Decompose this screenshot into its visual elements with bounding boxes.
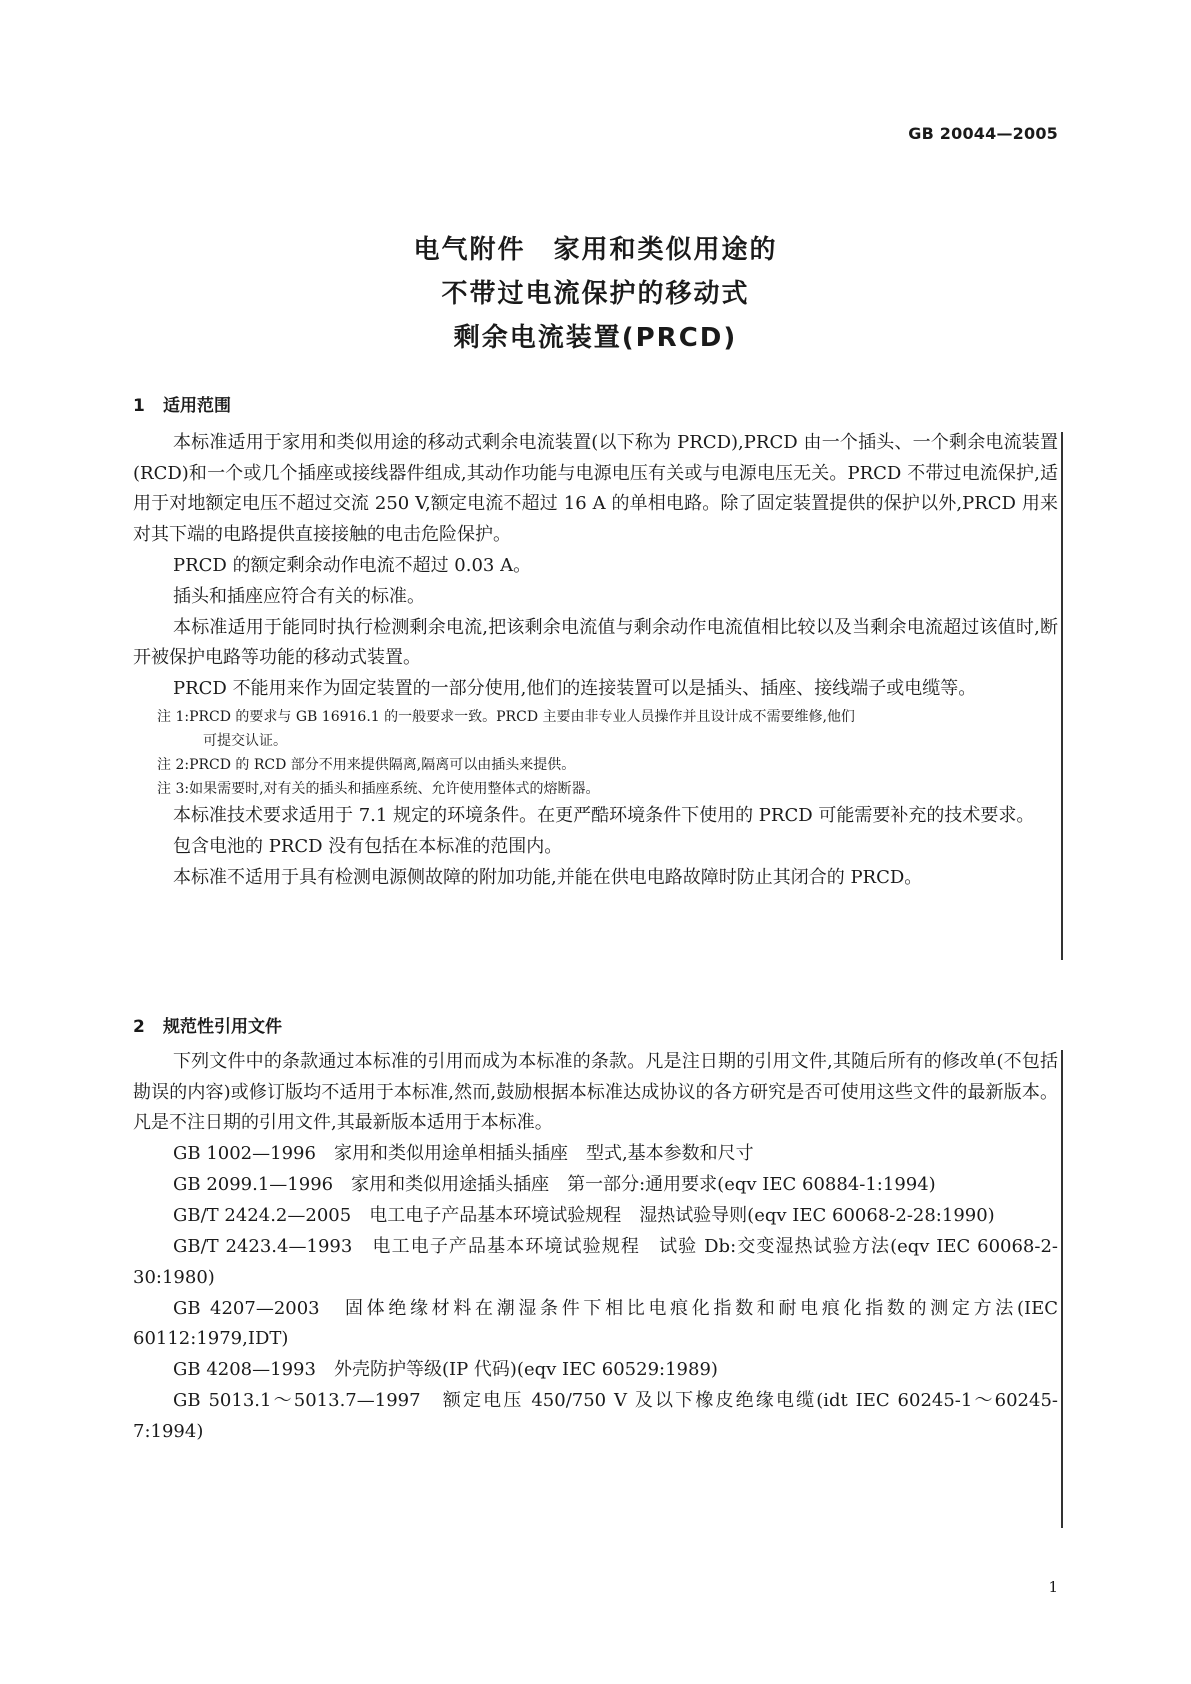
standard-code: GB 20044—2005 (908, 124, 1058, 143)
section-1-body (133, 428, 1058, 894)
paragraph: 本标准不适用于具有检测电源侧故障的附加功能,并能在供电电路故障时防止其闭合的 PRCD。 (173, 867, 923, 888)
section-2-heading (133, 1012, 282, 1037)
note-text: PRCD 的要求与 GB 16916.1 的一般要求一致。PRCD 主要由非专业人员操作并且设计成不需要维修,他们 (189, 709, 855, 725)
paragraph: 下列文件中的条款通过本标准的引用而成为本标准的条款。凡是注日期的引用文件,其随后所有的修改单(不包括勘误的内容)或修订版均不适用于本标准,然而,鼓励根据本标准达成协议的各方研究是否可使用这些文件的最新版本。凡是不注日期的引用文件,其最新版本适用于本标准。 (133, 1051, 1058, 1133)
revision-bar (1061, 1050, 1063, 1528)
note-label: 注 3: (157, 781, 190, 797)
reference-item: GB 4208—1993 外壳防护等级(IP 代码)(eqv IEC 60529:1989) (173, 1359, 718, 1380)
title-line-1: 电气附件 家用和类似用途的 (413, 235, 778, 265)
paragraph: 本标准适用于家用和类似用途的移动式剩余电流装置(以下称为 PRCD),PRCD 由一个插头、一个剩余电流装置(RCD)和一个或几个插座或接线器件组成,其动作功能与电源电压有关或与电源电压无关。PRCD 不带过电流保护,适用于对地额定电压不超过交流 250 V,额定电流不超过 16 A 的单相电路。除了固定装置提供的保护以外,PRCD 用来对其下端的电路提供直接接触的电击危险保护。 (133, 432, 1058, 545)
paragraph: 包含电池的 PRCD 没有包括在本标准的范围内。 (173, 836, 563, 857)
reference-item: GB 1002—1996 家用和类似用途单相插头插座 型式,基本参数和尺寸 (173, 1143, 754, 1164)
section-title: 规范性引用文件 (163, 1017, 282, 1037)
page-number: 1 (1048, 1578, 1058, 1596)
note-label: 注 2: (157, 757, 190, 773)
section-number: 1 (133, 396, 145, 416)
document-title (0, 228, 1191, 360)
paragraph: 插头和插座应符合有关的标准。 (173, 585, 425, 607)
note-text-continued: 可提交认证。 (203, 733, 287, 749)
paragraph: PRCD 的额定剩余动作电流不超过 0.03 A。 (173, 554, 532, 576)
title-line-2: 不带过电流保护的移动式 (441, 279, 750, 309)
paragraph: 本标准适用于能同时执行检测剩余电流,把该剩余电流值与剩余动作电流值相比较以及当剩余电流超过该值时,断开被保护电路等功能的移动式装置。 (133, 616, 1058, 668)
reference-item: GB 5013.1～5013.7—1997 额定电压 450/750 V 及以下橡皮绝缘电缆(idt IEC 60245-1～60245-7:1994) (133, 1390, 1058, 1442)
note-3 (133, 777, 1058, 801)
paragraph: PRCD 不能用来作为固定装置的一部分使用,他们的连接装置可以是插头、插座、接线端子或电缆等。 (173, 678, 977, 699)
reference-item: GB 2099.1—1996 家用和类似用途插头插座 第一部分:通用要求(eqv IEC 60884-1:1994) (173, 1174, 936, 1195)
reference-item: GB/T 2423.4—1993 电工电子产品基本环境试验规程 试验 Db:交变湿热试验方法(eqv IEC 60068-2-30:1980) (133, 1236, 1058, 1288)
paragraph: 本标准技术要求适用于 7.1 规定的环境条件。在更严酷环境条件下使用的 PRCD 可能需要补充的技术要求。 (173, 805, 1035, 826)
revision-bar (1061, 432, 1063, 960)
note-label: 注 1: (157, 709, 190, 725)
section-1-heading (133, 391, 231, 416)
note-2 (133, 753, 1058, 777)
reference-item: GB 4207—2003 固体绝缘材料在潮湿条件下相比电痕化指数和耐电痕化指数的测定方法(IEC 60112:1979,IDT) (133, 1297, 1058, 1349)
section-number: 2 (133, 1017, 145, 1037)
section-title: 适用范围 (163, 396, 231, 416)
note-text: 如果需要时,对有关的插头和插座系统、允许使用整体式的熔断器。 (189, 781, 600, 797)
reference-item: GB/T 2424.2—2005 电工电子产品基本环境试验规程 湿热试验导则(eqv IEC 60068-2-28:1990) (173, 1205, 995, 1226)
note-1 (133, 705, 1058, 753)
title-line-3: 剩余电流装置(PRCD) (453, 323, 738, 353)
section-2-body (133, 1047, 1058, 1448)
note-text: PRCD 的 RCD 部分不用来提供隔离,隔离可以由插头来提供。 (189, 757, 576, 773)
